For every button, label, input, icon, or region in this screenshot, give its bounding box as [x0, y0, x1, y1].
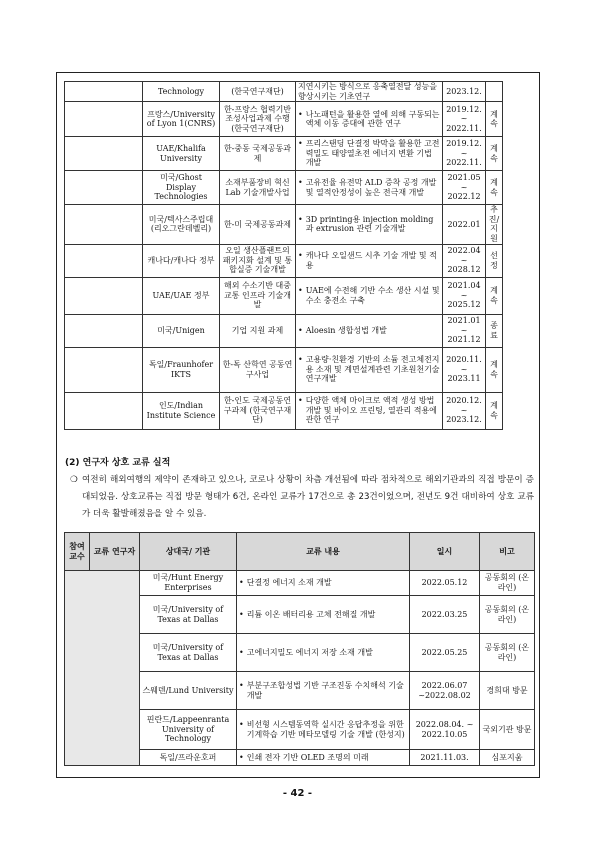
description-wrap — [298, 82, 440, 101]
project-text: 한-미 국제공동과제 — [223, 219, 292, 229]
partner-cell — [143, 314, 220, 347]
project-text: 소재부품장비 혁신Lab 기술개발사업 — [225, 178, 290, 197]
status-text: 계속 — [490, 285, 498, 305]
bullet-icon: • — [298, 178, 303, 188]
bullet-icon: • — [239, 719, 244, 729]
date-cell — [410, 596, 480, 634]
page-number: - 42 - — [282, 788, 313, 799]
content-text: 인쇄 전자 기반 OLED 조명의 미래 — [246, 752, 369, 762]
status-text: 계속 — [490, 359, 498, 379]
date-cell — [410, 710, 480, 750]
description-cell — [296, 205, 443, 244]
description-text: Aloesin 생합성법 개발 — [305, 325, 387, 335]
content-text: 비선형 시스템동역학 실시간 응답추정을 위한 기계학습 기반 메타모델링 기술 개발 (한성지) — [246, 719, 405, 739]
project-cell — [220, 314, 296, 347]
date-text: 2022.06.07 ~2022.08.02 — [418, 680, 471, 700]
project-text: 한-독 산학연 공동연구사업 — [222, 359, 293, 379]
content-cell — [237, 710, 410, 750]
bullet-icon: • — [239, 578, 244, 588]
project-cell — [220, 205, 296, 244]
partner-text: 미국/텍사스주립대(리오그란데벨리) — [148, 214, 214, 234]
note-cell — [480, 672, 535, 710]
note-text: 경희대 방문 — [486, 685, 528, 695]
partner-text: 미국/Ghost Display Technologies — [154, 173, 208, 202]
partner-org-text: 독일/프라운호퍼 — [159, 752, 217, 762]
note-text: 국외기관 방문 — [482, 724, 532, 734]
content-text: 부분구조합성법 기반 구조진동 수치해석 기술 개발 — [246, 680, 404, 700]
description-wrap — [298, 355, 440, 384]
table-row — [65, 277, 503, 314]
blank-cell — [65, 137, 143, 171]
period-text: 2022.04 ~ 2028.12 — [447, 246, 481, 275]
period-cell — [443, 392, 486, 429]
project-text: 한-중동 국제공동과제 — [223, 144, 292, 163]
status-cell — [486, 171, 503, 205]
period-text: 2021.05 ~ 2022.12 — [447, 173, 481, 202]
description-text: 고용량·친환경 기반의 소듐 전고체전지용 소재 및 계면설계관련 기초원천기술 연구개발 — [305, 355, 440, 384]
description-text: 지연시키는 방식으로 응축열전달 성능을 향상시키는 기초연구 — [298, 82, 438, 101]
description-text: 고유전율 유전막 ALD 증착 공정 개발 및 열적안정성이 높은 전극재 개발 — [305, 178, 437, 197]
period-text: 2020.12. ~ 2023.12. — [446, 396, 482, 425]
bullet-ring-icon: ❍ — [70, 475, 78, 485]
status-cell — [486, 277, 503, 314]
status-cell — [486, 314, 503, 347]
status-cell — [486, 102, 503, 137]
content-wrap — [239, 610, 407, 620]
content-text: 단결정 에너지 소재 개발 — [246, 578, 332, 588]
collaboration-table — [64, 81, 503, 430]
period-cell — [443, 205, 486, 244]
bullet-icon: • — [239, 752, 244, 762]
content-wrap — [239, 681, 407, 700]
blank-cell — [65, 205, 143, 244]
description-text: 3D printing용 injection molding과 extrusion 관련 기술개발 — [305, 214, 434, 234]
partner-text: 캐나다/캐나다 정부 — [147, 255, 215, 265]
note-text: 공동회의 (온라인) — [484, 642, 530, 662]
content-cell — [237, 596, 410, 634]
period-cell — [443, 82, 486, 102]
project-cell — [220, 277, 296, 314]
description-cell — [296, 392, 443, 429]
period-text: 2022.01 — [447, 219, 481, 229]
blank-cell — [65, 277, 143, 314]
partner-cell — [143, 102, 220, 137]
section-paragraph — [70, 472, 534, 523]
content-cell — [237, 672, 410, 710]
project-cell — [220, 392, 296, 429]
period-cell — [443, 137, 486, 171]
description-wrap — [298, 139, 440, 168]
description-text: 다양한 액체 마이크로 액적 생성 방법 개발 및 바이오 프린팅, 열관리 적용에 관한 연구 — [305, 396, 437, 425]
date-text: 2022.08.04. ~ 2022.10.05 — [415, 719, 474, 739]
period-text: 2023.12. — [446, 86, 482, 96]
description-text: 프리스탠딩 단결정 박막을 활용한 고전력밀도 태양열초전 에너지 변환 기법 개발 — [305, 139, 440, 168]
description-cell — [296, 347, 443, 392]
blank-cell — [65, 314, 143, 347]
content-cell — [237, 750, 410, 766]
table-row — [65, 347, 503, 392]
partner-text: 인도/Indian Institute Science — [146, 400, 216, 420]
partner-org-cell — [140, 710, 237, 750]
status-text: 선정 — [490, 250, 498, 270]
partner-org-text: 핀란드/Lappeenranta University of Technology — [146, 715, 230, 744]
period-text: 2021.04 ~ 2025.12 — [447, 281, 481, 310]
content-text: 고에너지밀도 에너지 저장 소재 개발 — [246, 647, 373, 657]
project-cell — [220, 82, 296, 102]
partner-text: Technology — [157, 86, 205, 96]
partner-text: UAE/Khalifa University — [156, 144, 206, 163]
partner-org-cell — [140, 672, 237, 710]
note-cell — [480, 571, 535, 596]
status-cell — [486, 205, 503, 244]
partner-cell — [143, 171, 220, 205]
date-cell — [410, 571, 480, 596]
description-wrap — [298, 215, 440, 234]
table-row — [65, 571, 535, 596]
paragraph-text: 여전히 해외여행의 제약이 존재하고 있으나, 코로나 상황이 차츰 개선됨에 따라 점차적으로 해외기관과의 직접 방문이 증대되었음. 상호교류는 직접 방문 형태가 6건, 온라인 교류가 17건으로 총 23건이었으며, 전년도 9건 대비하여 상호 교류가 더욱 활발해졌음을 알 수 있음. — [82, 475, 534, 519]
content-wrap — [239, 648, 407, 658]
partner-text: UAE/UAE 정부 — [152, 290, 210, 300]
header-date: 일시 — [410, 533, 480, 571]
blank-cell — [65, 244, 143, 277]
description-wrap — [298, 326, 440, 336]
period-cell — [443, 314, 486, 347]
bullet-icon: • — [298, 396, 303, 406]
content-cell — [237, 634, 410, 672]
description-cell — [296, 82, 443, 102]
partner-org-text: 미국/Hunt Energy Enterprises — [152, 573, 224, 592]
partner-cell — [143, 347, 220, 392]
project-cell — [220, 102, 296, 137]
partner-org-text: 미국/University of Texas at Dallas — [152, 604, 224, 624]
period-cell — [443, 102, 486, 137]
status-cell — [486, 392, 503, 429]
description-text: UAE에 수전해 기반 수소 생산 시설 및 수소 충전소 구축 — [305, 285, 440, 305]
project-text: 한-인도 국제공동연구과제 (한국연구재단) — [223, 396, 292, 425]
project-text: 한-프랑스 협력기반 조성사업과제 수행 (한국연구재단) — [223, 104, 292, 133]
header-participant: 참여교수 — [65, 533, 90, 571]
partner-org-cell — [140, 596, 237, 634]
status-text: 계속 — [490, 109, 498, 129]
merged-participant-cell — [65, 571, 140, 766]
project-text: (한국연구재단) — [231, 86, 284, 96]
table-row — [65, 314, 503, 347]
date-cell — [410, 750, 480, 766]
table-row — [65, 392, 503, 429]
header-exchange-researcher: 교류 연구자 — [90, 533, 140, 571]
period-text: 2020.11. ~ 2023.11 — [446, 355, 482, 384]
status-cell — [486, 244, 503, 277]
partner-org-cell — [140, 571, 237, 596]
date-cell — [410, 634, 480, 672]
note-text: 공동회의 (온라인) — [484, 604, 530, 624]
status-cell — [486, 137, 503, 171]
bullet-icon: • — [298, 285, 303, 295]
bullet-icon: • — [239, 647, 244, 657]
content-cell — [237, 571, 410, 596]
header-note: 비고 — [480, 533, 535, 571]
date-text: 2021.11.03. — [420, 752, 469, 762]
status-cell — [486, 347, 503, 392]
status-text: 계속 — [490, 178, 498, 197]
project-cell — [220, 171, 296, 205]
table-row — [65, 205, 503, 244]
note-text: 공동회의 (온라인) — [484, 573, 530, 592]
period-cell — [443, 171, 486, 205]
project-text: 오일 생산플랜트의 패키지화 설계 및 통합실증 기술개발 — [222, 246, 293, 275]
content-wrap — [239, 578, 407, 588]
note-cell — [480, 750, 535, 766]
description-cell — [296, 277, 443, 314]
description-wrap — [298, 251, 440, 270]
description-text: 나노패턴을 활용한 열에 의해 구동되는 액체 이동 증대에 관한 연구 — [305, 109, 440, 129]
blank-cell — [65, 392, 143, 429]
header-content: 교류 내용 — [237, 533, 410, 571]
period-text: 2021.01 ~ 2021.12 — [447, 316, 481, 345]
project-text: 기업 지원 과제 — [231, 325, 284, 335]
date-text: 2022.03.25 — [421, 609, 468, 619]
partner-text: 독일/Fraunhofer IKTS — [148, 359, 214, 379]
partner-cell — [143, 244, 220, 277]
partner-org-cell — [140, 750, 237, 766]
bullet-icon: • — [298, 109, 303, 119]
exchange-table — [64, 532, 535, 766]
bullet-icon: • — [298, 214, 303, 224]
period-cell — [443, 244, 486, 277]
status-text: 종료 — [490, 320, 498, 340]
description-cell — [296, 314, 443, 347]
description-wrap — [298, 110, 440, 129]
description-text: 캐나다 오일샌드 시추 기술 개발 및 적용 — [305, 250, 437, 270]
description-wrap — [298, 286, 440, 305]
table-row — [65, 82, 503, 102]
content-wrap — [239, 720, 407, 739]
bullet-icon: • — [239, 680, 244, 690]
note-cell — [480, 634, 535, 672]
bullet-icon: • — [298, 325, 303, 335]
section-heading: (2) 연구자 상호 교류 실적 — [65, 458, 171, 468]
partner-cell — [143, 205, 220, 244]
date-cell — [410, 672, 480, 710]
project-cell — [220, 137, 296, 171]
content-text: 리튬 이온 배터리용 고체 전해질 개발 — [246, 609, 376, 619]
partner-cell — [143, 277, 220, 314]
period-cell — [443, 347, 486, 392]
table-row — [65, 102, 503, 137]
table-row — [65, 244, 503, 277]
header-partner-org: 상대국/ 기관 — [140, 533, 237, 571]
table-row — [65, 137, 503, 171]
bullet-icon: • — [298, 139, 303, 149]
status-text: 계속 — [490, 144, 498, 163]
date-text: 2022.05.25 — [421, 647, 468, 657]
note-cell — [480, 710, 535, 750]
project-text: 해외 수소기반 대중교통 인프라 기술개발 — [224, 281, 291, 310]
status-text: 계속 — [490, 400, 498, 420]
partner-text: 미국/Unigen — [157, 325, 205, 335]
project-cell — [220, 244, 296, 277]
partner-cell — [143, 137, 220, 171]
content-wrap — [239, 753, 407, 763]
status-text: 추진/지원 — [488, 205, 500, 243]
bullet-icon: • — [298, 250, 303, 260]
note-cell — [480, 596, 535, 634]
partner-cell — [143, 392, 220, 429]
partner-org-text: 미국/University of Texas at Dallas — [152, 642, 224, 662]
blank-cell — [65, 347, 143, 392]
partner-cell — [143, 82, 220, 102]
period-text: 2019.12. ~ 2022.11. — [446, 104, 482, 133]
date-text: 2022.05.12 — [421, 578, 468, 588]
partner-org-cell — [140, 634, 237, 672]
note-text: 심포지움 — [491, 752, 523, 762]
bullet-icon: • — [239, 609, 244, 619]
status-cell — [486, 82, 503, 102]
period-cell — [443, 277, 486, 314]
bullet-icon: • — [298, 355, 303, 365]
description-cell — [296, 137, 443, 171]
description-cell — [296, 102, 443, 137]
description-wrap — [298, 396, 440, 425]
table-row — [65, 171, 503, 205]
partner-org-text: 스웨덴/Lund University — [142, 685, 234, 695]
blank-cell — [65, 102, 143, 137]
description-cell — [296, 171, 443, 205]
description-wrap — [298, 178, 440, 197]
project-cell — [220, 347, 296, 392]
blank-cell — [65, 171, 143, 205]
period-text: 2019.12. ~ 2022.11. — [446, 139, 482, 168]
partner-text: 프랑스/University of Lyon 1(CNRS) — [146, 109, 216, 129]
description-cell — [296, 244, 443, 277]
blank-cell — [65, 82, 143, 102]
